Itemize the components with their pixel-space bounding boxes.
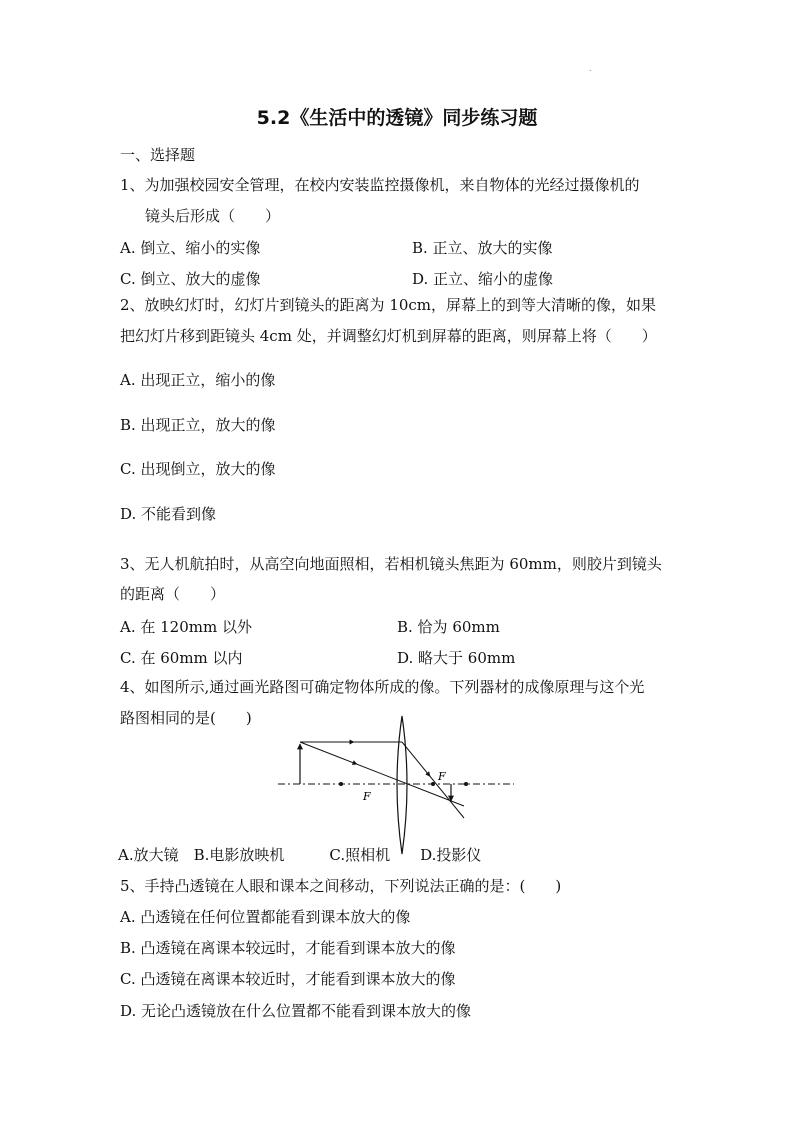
q2-stem-line2: 把幻灯片移到距镜头 4cm 处，并调整幻灯机到屏幕的距离，则屏幕上将（ ） [120,327,657,345]
focal-point-left [339,782,343,786]
q3-option-c: C. 在 60mm 以内 [120,649,243,667]
corner-mark: . [589,64,592,73]
q3-stem-line1: 3、无人机航拍时，从高空向地面照相，若相机镜头焦距为 60mm，则胶片到镜头 [120,555,662,573]
q1-option-d: D. 正立、缩小的虚像 [412,270,554,288]
q3-option-a: A. 在 120mm 以外 [120,618,252,636]
q1-stem-line2: 镜头后形成（ ） [145,207,281,225]
q1-option-c: C. 倒立、放大的虚像 [120,270,261,288]
q1-stem-line1: 1、为加强校园安全管理，在校内安装监控摄像机，来自物体的光经过摄像机的 [120,176,640,194]
section-heading: 一、选择题 [120,146,196,164]
q2-option-d: D. 不能看到像 [120,505,217,523]
q3-option-b: B. 恰为 60mm [397,618,500,636]
axis-point-right [464,782,468,786]
q5-stem: 5、手持凸透镜在人眼和课本之间移动，下列说法正确的是：( ) [120,877,562,895]
q5-option-a: A. 凸透镜在任何位置都能看到课本放大的像 [120,908,411,926]
q2-option-c: C. 出现倒立，放大的像 [120,460,276,478]
focus-label-left: F [363,790,371,803]
q2-option-a: A. 出现正立，缩小的像 [120,371,276,389]
focus-label-right: F [438,770,446,783]
q5-option-d: D. 无论凸透镜放在什么位置都不能看到课本放大的像 [120,1002,472,1020]
q4-stem-line2: 路图相同的是( ) [120,709,252,727]
q4-stem-line1: 4、如图所示,通过画光路图可确定物体所成的像。下列器材的成像原理与这个光 [120,678,645,696]
q3-stem-line2: 的距离（ ） [120,585,226,603]
q1-option-b: B. 正立、放大的实像 [412,239,553,257]
q2-stem-line1: 2、放映幻灯时，幻灯片到镜头的距离为 10cm，屏幕上的到等大清晰的像，如果 [120,296,657,314]
q5-option-c: C. 凸透镜在离课本较近时，才能看到课本放大的像 [120,970,456,988]
page-title: 5.2《生活中的透镜》同步练习题 [256,107,538,129]
focal-point-right [431,782,435,786]
q5-option-b: B. 凸透镜在离课本较远时，才能看到课本放大的像 [120,939,456,957]
q1-option-a: A. 倒立、缩小的实像 [120,239,261,257]
convex-lens-ray-diagram [278,708,518,868]
q2-option-b: B. 出现正立，放大的像 [120,416,276,434]
convex-lens [397,716,407,854]
ray-refracted [402,742,464,818]
q3-option-d: D. 略大于 60mm [397,649,516,667]
q4-options: A.放大镜 B.电影放映机 C.照相机 D.投影仪 [118,846,482,864]
